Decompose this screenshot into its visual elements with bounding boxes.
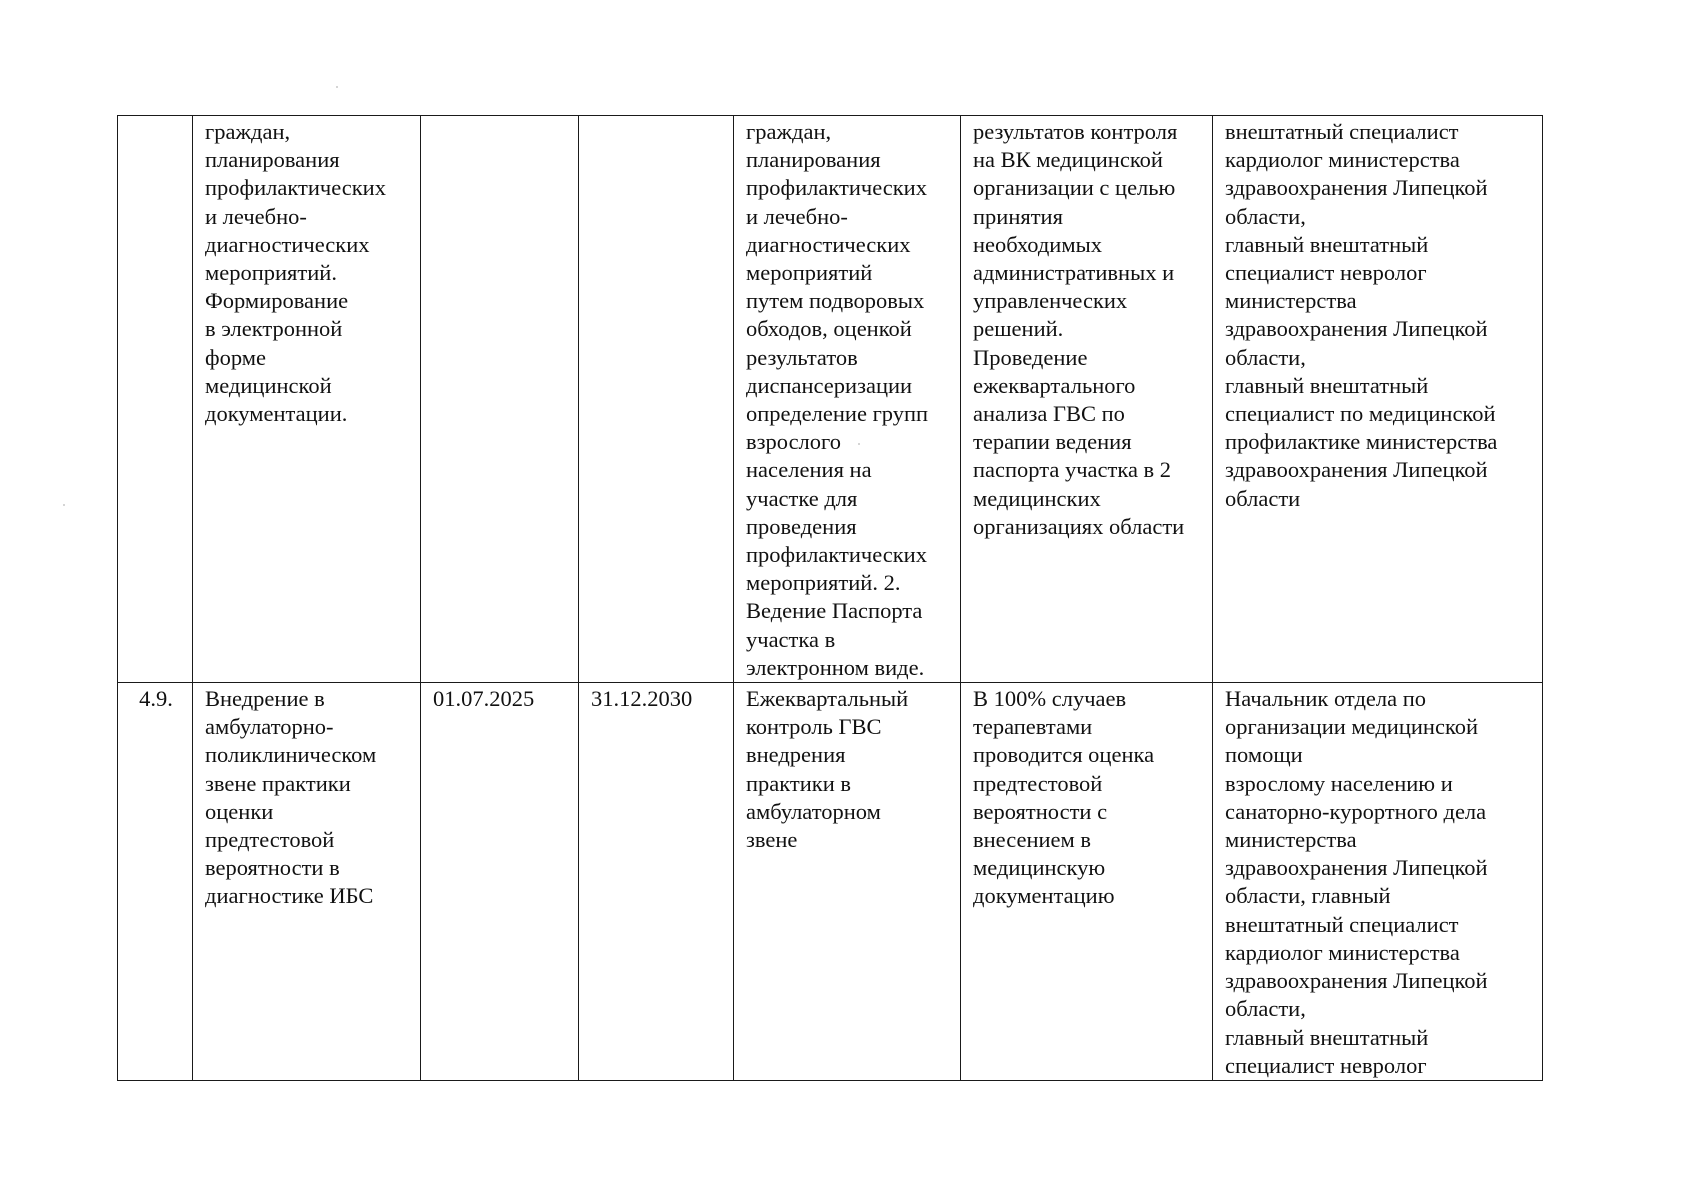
cell-result: В 100% случаев терапевтами проводится оценка предтестовой вероятности с внесением в медицинскую документацию — [961, 683, 1213, 1081]
scan-artifact — [336, 86, 338, 88]
cell-number — [118, 116, 193, 683]
cell-responsible: внештатный специалист кардиолог министерства здравоохранения Липецкой области, главный внештатный специалист невролог министерства здравоохранения Липецкой области, главный внештатный специалист по медицинской профилактике министерства здравоохранения Липецкой области — [1213, 116, 1543, 683]
cell-number: 4.9. — [118, 683, 193, 1081]
cell-event: Внедрение в амбулаторно- поликлиническом звене практики оценки предтестовой вероятности в диагностике ИБС — [193, 683, 421, 1081]
table-row — [118, 683, 1543, 1081]
cell-end-date — [579, 116, 734, 683]
cell-event: граждан, планирования профилактических и лечебно- диагностических мероприятий. Формирование в электронной форме медицинской документации. — [193, 116, 421, 683]
cell-end-date: 31.12.2030 — [579, 683, 734, 1081]
table-row — [118, 116, 1543, 683]
measures-table — [117, 115, 1543, 1081]
cell-start-date: 01.07.2025 — [421, 683, 579, 1081]
cell-start-date — [421, 116, 579, 683]
cell-responsible: Начальник отдела по организации медицинской помощи взрослому населению и санаторно-курортного дела министерства здравоохранения Липецкой области, главный внештатный специалист кардиолог министерства здравоохранения Липецкой области, главный внештатный специалист невролог — [1213, 683, 1543, 1081]
cell-control: Ежеквартальный контроль ГВС внедрения практики в амбулаторном звене — [734, 683, 961, 1081]
scan-artifact — [63, 504, 65, 506]
cell-control: граждан, планирования профилактических и лечебно- диагностических мероприятий путем подворовых обходов, оценкой результатов диспансеризации определение групп взрослого населения на участке для проведения профилактических мероприятий. 2. Ведение Паспорта участка в электронном виде. — [734, 116, 961, 683]
cell-result: результатов контроля на ВК медицинской организации с целью принятия необходимых административных и управленческих решений. Проведение ежеквартального анализа ГВС по терапии ведения паспорта участка в 2 медицинских организациях области — [961, 116, 1213, 683]
